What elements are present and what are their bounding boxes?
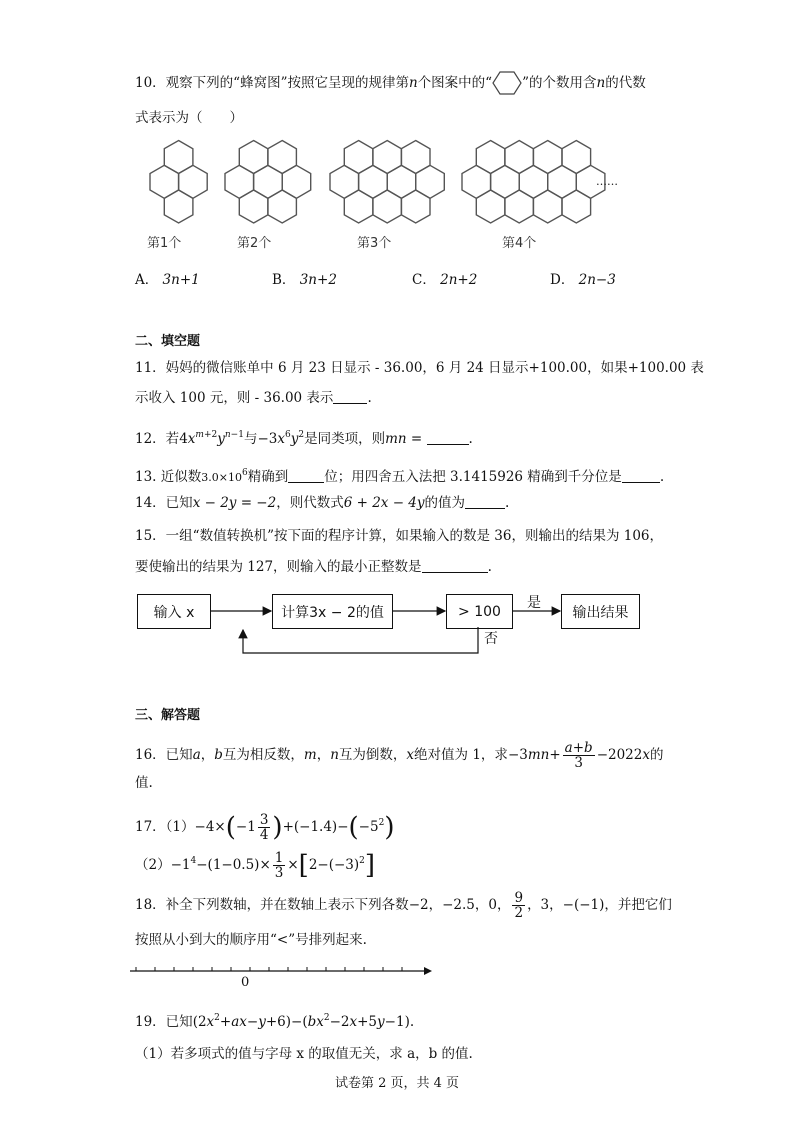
q17-part1: 17．（1）−4×(−1 $\frac{3}{4}$ )$+(-1.4)-(-5^2)$	[135, 812, 395, 843]
q13: 13. 近似数$3.0\times 10^6$精确到 位；用四舍五入法把 3.1415926 精确到千分位是 .	[135, 468, 665, 485]
q11-line1: 11．妈妈的微信账单中 6 月 23 日显示 - 36.00，6 月 24 日显示+100.00，如果+100.00 表	[135, 360, 704, 376]
q17-part2: $(2)-1^4-(1-0.5)\times$ $\frac{1}{3}$ $\times[2-(-3)^2]$	[135, 850, 376, 881]
section-title-answer: 三、解答题	[135, 708, 201, 723]
q19-sub1: （1）若多项式的值与字母 x 的取值无关，求 a，b 的值.	[135, 1046, 473, 1062]
q10-line1: 10．观察下列的“蜂窝图”按照它呈现的规律第n个图案中的“ ”的个数用含n的代数	[135, 71, 646, 101]
flow-no-label: 否	[484, 631, 498, 647]
flow-input-box: 输入 x	[137, 594, 211, 629]
ellipsis: ……	[596, 175, 618, 188]
page-footer: 试卷第 2 页，共 4 页	[334, 1076, 460, 1091]
option-d[interactable]: D． 2n−3	[550, 272, 616, 288]
figure-caption-1: 第1个	[147, 236, 182, 251]
figure-caption-2: 第2个	[237, 236, 272, 251]
q11-line2: 示收入 100 元，则 - 36.00 表示 .	[135, 390, 372, 406]
figure-caption-4: 第4个	[502, 236, 537, 251]
flow-compare-box: > 100	[446, 594, 513, 629]
q16-line1: 16．已知a，b互为相反数，m，n互为倒数，x绝对值为 1，求−3mn+ $\frac{a+b}{3}$ −2022x的	[135, 740, 664, 771]
section-title-fill-blank: 二、填空题	[135, 334, 201, 349]
option-b[interactable]: B． 3n+2	[272, 272, 337, 288]
q16-line2: 值.	[135, 775, 153, 791]
flow-output-box: 输出结果	[561, 594, 640, 629]
flow-yes-label: 是	[527, 595, 541, 611]
option-a[interactable]: A． 3n+1	[135, 272, 200, 288]
number-line	[128, 960, 433, 984]
flow-compute-box: 计算3x − 2的值	[272, 594, 393, 629]
q15-line2: 要使输出的结果为 127，则输入的最小正整数是 .	[135, 559, 492, 575]
number-line-zero: 0	[241, 975, 250, 990]
q18-line1: 18．补全下列数轴，并在数轴上表示下列各数−2，−2.5，0， $\frac{9}{2}$ ，3，−(−1)，并把它们	[135, 890, 672, 921]
option-c[interactable]: C． 2n+2	[412, 272, 478, 288]
q12: 12．若$4x^{m+2}y^{n-1}$与$-3x^6y^2$是同类项，则mn = .	[135, 430, 473, 447]
q18-line2: 按照从小到大的顺序用“<”号排列起来.	[135, 932, 367, 948]
q15-line1: 15．一组“数值转换机”按下面的程序计算，如果输入的数是 36，则输出的结果为 106，	[135, 528, 664, 544]
q19: 19．已知$(2x^2+ax-y+6)-(bx^2-2x+5y-1)$.	[135, 1013, 415, 1030]
q14: 14．已知x − 2y = −2，则代数式6 + 2x − 4y的值为 .	[135, 495, 510, 511]
q10-line2: 式表示为（ ）	[135, 110, 243, 126]
figure-caption-3: 第3个	[357, 236, 392, 251]
